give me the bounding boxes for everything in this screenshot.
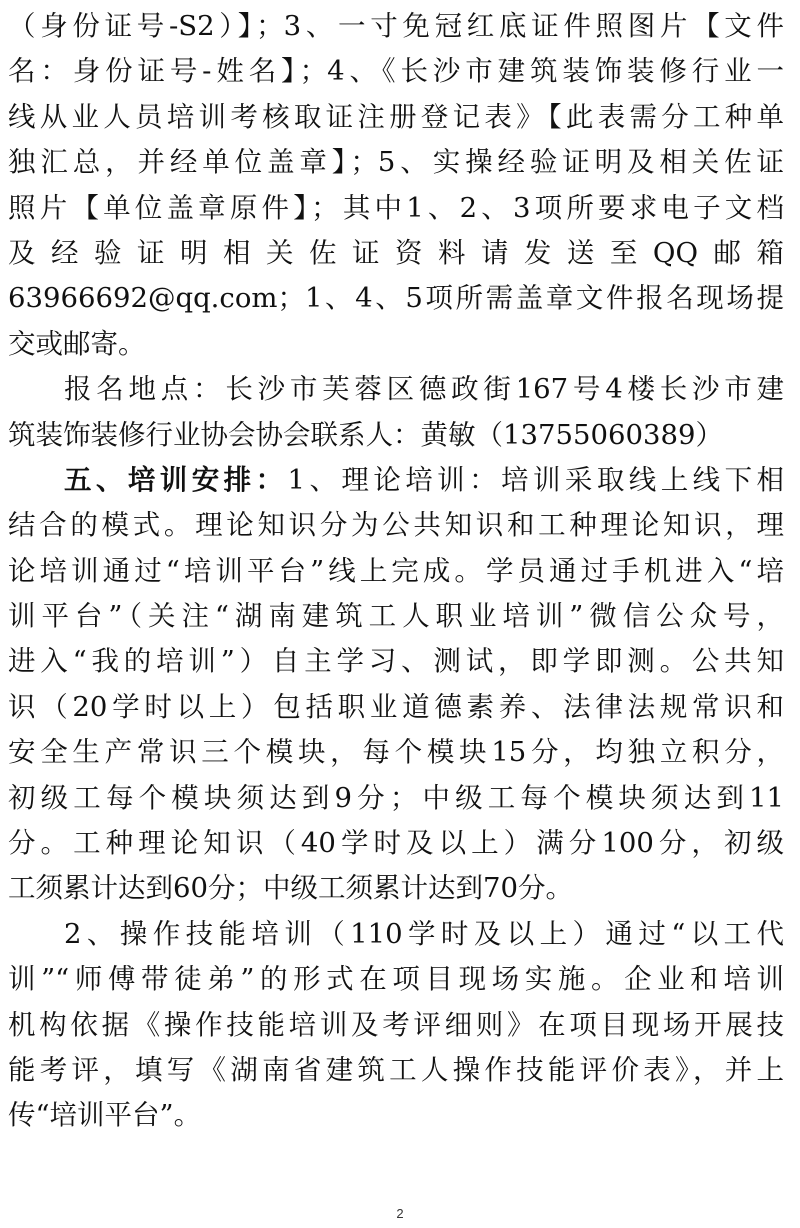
text-line: 线从业人员培训考核取证注册登记表》【此表需分工种单 xyxy=(8,100,784,133)
text-line: 名：身份证号-姓名】；4、《长沙市建筑装饰装修行业一 xyxy=(8,55,784,88)
section-heading: 五、培训安排： xyxy=(64,463,288,496)
text-line: 分。工种理论知识（40学时及以上）满分100分，初级 xyxy=(8,827,784,860)
text-line: 报名地点：长沙市芙蓉区德政街167号4楼长沙市建 xyxy=(64,373,784,406)
text-line: 工须累计达到60分；中级工须累计达到70分。 xyxy=(8,872,573,905)
text-line: 初级工每个模块须达到9分；中级工每个模块须达到11 xyxy=(8,781,784,814)
text-line: 训平台”（关注“湖南建筑工人职业培训”微信公众号， xyxy=(8,600,784,633)
text-line: 交或邮寄。 xyxy=(8,327,146,360)
text-line: 论培训通过“培训平台”线上完成。学员通过手机进入“培 xyxy=(8,554,784,587)
text-line: 训”“师傅带徒弟”的形式在项目现场实施。企业和培训 xyxy=(8,963,784,996)
text-line: （身份证号-S2）】；3、一寸免冠红底证件照图片【文件 xyxy=(8,10,784,42)
text-line: 机构依据《操作技能培训及考评细则》在项目现场开展技 xyxy=(8,1008,784,1041)
text-line: 筑装饰装修行业协会协会联系人：黄敏（13755060389） xyxy=(8,418,723,451)
text-line: 照片【单位盖章原件】；其中1、2、3项所要求电子文档 xyxy=(8,191,784,224)
text-line: 2、操作技能培训（110学时及以上）通过“以工代 xyxy=(64,917,784,950)
text-line: 进入“我的培训”）自主学习、测试，即学即测。公共知 xyxy=(8,645,784,678)
text-line: 结合的模式。理论知识分为公共知识和工种理论知识，理 xyxy=(8,509,784,542)
text-line: 1、理论培训：培训采取线上线下相 xyxy=(287,463,784,496)
text-line: 独汇总，并经单位盖章】；5、实操经验证明及相关佐证 xyxy=(8,146,784,179)
page-number: 2 xyxy=(396,1206,404,1221)
text-line: 传“培训平台”。 xyxy=(8,1099,202,1132)
text-line: 63966692@qq.com；1、4、5项所需盖章文件报名现场提 xyxy=(8,282,784,315)
body-text xyxy=(8,4,784,1139)
section-heading-line xyxy=(8,458,784,503)
text-line: 安全生产常识三个模块，每个模块15分，均独立积分， xyxy=(8,736,784,769)
text-line: 识（20学时以上）包括职业道德素养、法律法规常识和 xyxy=(8,690,784,723)
text-line: 能考评，填写《湖南省建筑工人操作技能评价表》，并上 xyxy=(8,1053,784,1086)
text-line: 及经验证明相关佐证资料请发送至QQ邮箱 xyxy=(8,236,784,269)
